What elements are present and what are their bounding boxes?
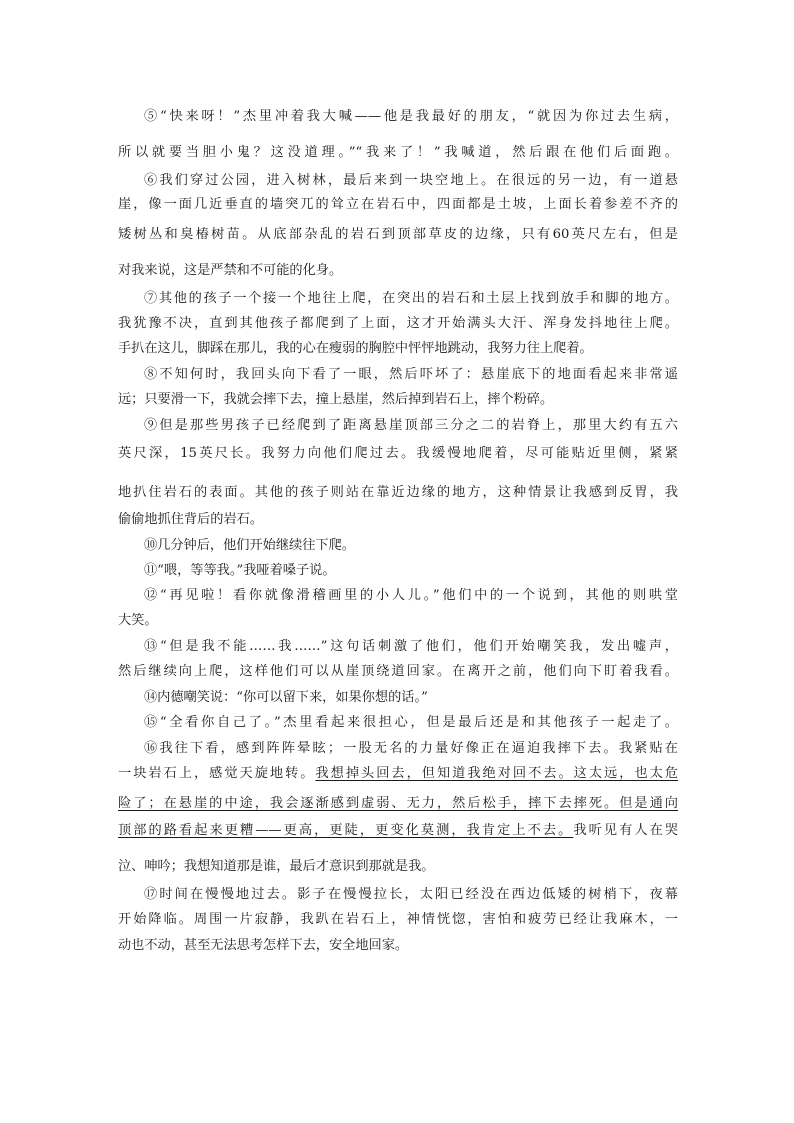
paragraph-6-line-2: 崖，像一面几近垂直的墙突兀的耸立在岩石中，四面都是土坡，上面长着参差不齐的	[118, 197, 678, 212]
paragraph-13-line-1: ⑬“但是我不能……我……”这句话刺激了他们，他们开始嘲笑我，发出嘘声，	[144, 639, 678, 654]
paragraph-9-line-4: 偷偷地抓住背后的岩石。	[118, 512, 264, 527]
underlined-passage-part-1: 我想掉头回去，但知道我绝对回不去。这太远，也太危	[315, 766, 679, 781]
paragraph-9-line-2: 英尺深，15英尺长。我努力向他们爬过去。我缓慢地爬着，尽可能贴近里侧，紧紧	[118, 446, 678, 461]
paragraph-7-line-1: ⑦其他的孩子一个接一个地往上爬，在突出的岩石和土层上找到放手和脚的地方。	[144, 291, 678, 306]
paragraph-9-line-3: 地扒住岩石的表面。其他的孩子则站在靠近边缘的地方，这种情景让我感到反胃，我	[118, 485, 678, 500]
paragraph-6-line-3: 矮树丛和臭椿树苗。从底部杂乱的岩石到顶部草皮的边缘，只有60英尺左右，但是	[118, 227, 678, 242]
paragraph-7-line-2: 我犹豫不决，直到其他孩子都爬到了上面，这才开始满头大汗、浑身发抖地往上爬。	[118, 316, 678, 331]
paragraph-7-line-3: 手扒在这儿，脚踩在那儿，我的心在瘦弱的胸腔中怦怦地跳动，我努力往上爬着。	[118, 341, 593, 356]
paragraph-9-line-1: ⑨但是那些男孩子已经爬到了距离悬崖顶部三分之二的岩脊上，那里大约有五六	[144, 418, 678, 433]
paragraph-5-line-2: 所以就要当胆小鬼？这没道理。”“我来了！”我喊道，然后跟在他们后面跑。	[118, 145, 678, 160]
paragraph-16-line-3	[118, 795, 678, 813]
paragraph-16-line-4	[118, 822, 678, 840]
paragraph-10: ⑩几分钟后，他们开始继续往下爬。	[144, 538, 355, 553]
paragraph-14: ⑭内德嘲笑说：“你可以留下来，如果你想的话。”	[144, 690, 428, 705]
paragraph-16-line-5: 泣、呻吟；我想知道那是谁，最后才意识到那就是我。	[118, 859, 435, 874]
paragraph-13-line-2: 然后继续向上爬，这样他们可以从崖顶绕道回家。在离开之前，他们向下盯着我看。	[118, 664, 678, 679]
paragraph-17-line-1: ⑰时间在慢慢地过去。影子在慢慢拉长，太阳已经没在西边低矮的树梢下，夜幕	[144, 887, 678, 902]
paragraph-6-line-1: ⑥我们穿过公园，进入树林，最后来到一块空地上。在很远的另一边，有一道悬	[144, 173, 678, 188]
paragraph-17-line-2: 开始降临。周围一片寂静，我趴在岩石上，神情恍惚，害怕和疲劳已经让我麻木，一	[118, 912, 678, 927]
paragraph-8-line-1: ⑧不知何时，我回头向下看了一眼，然后吓坏了：悬崖底下的地面看起来非常遥	[144, 367, 678, 382]
paragraph-16-text-end: 我听见有人在哭	[573, 823, 679, 838]
paragraph-17-line-3: 动也不动，甚至无法思考怎样下去，安全地回家。	[118, 938, 409, 953]
paragraph-5-line-1: ⑤“快来呀！”杰里冲着我大喊——他是我最好的朋友，“就因为你过去生病，	[144, 109, 678, 124]
paragraph-16-text: 一块岩石上，感觉天旋地转。	[118, 766, 316, 781]
paragraph-12-line-2: 大笑。	[118, 613, 158, 628]
paragraph-12-line-1: ⑫“再见啦！看你就像滑稽画里的小人儿。”他们中的一个说到，其他的则哄堂	[144, 588, 678, 603]
paragraph-16-line-1: ⑯我往下看，感到阵阵晕眩；一股无名的力量好像正在逼迫我摔下去。我紧贴在	[144, 741, 678, 756]
paragraph-16-line-2	[118, 765, 678, 783]
underlined-passage-part-3: 顶部的路看起来更糟——更高，更陡，更变化莫测，我肯定上不去。	[118, 823, 574, 838]
paragraph-11: ⑪“喂，等等我。”我哑着嗓子说。	[144, 563, 336, 578]
underlined-passage-part-2: 险了；在悬崖的中途，我会逐渐感到虚弱、无力，然后松手，摔下去摔死。但是通向	[118, 796, 678, 811]
paragraph-8-line-2: 远；只要滑一下，我就会摔下去，撞上悬崖，然后掉到岩石上，摔个粉碎。	[118, 392, 554, 407]
paragraph-15: ⑮“全看你自己了。”杰里看起来很担心，但是最后还是和其他孩子一起走了。	[144, 715, 678, 730]
paragraph-6-line-4: 对我来说，这是严禁和不可能的化身。	[118, 263, 343, 278]
